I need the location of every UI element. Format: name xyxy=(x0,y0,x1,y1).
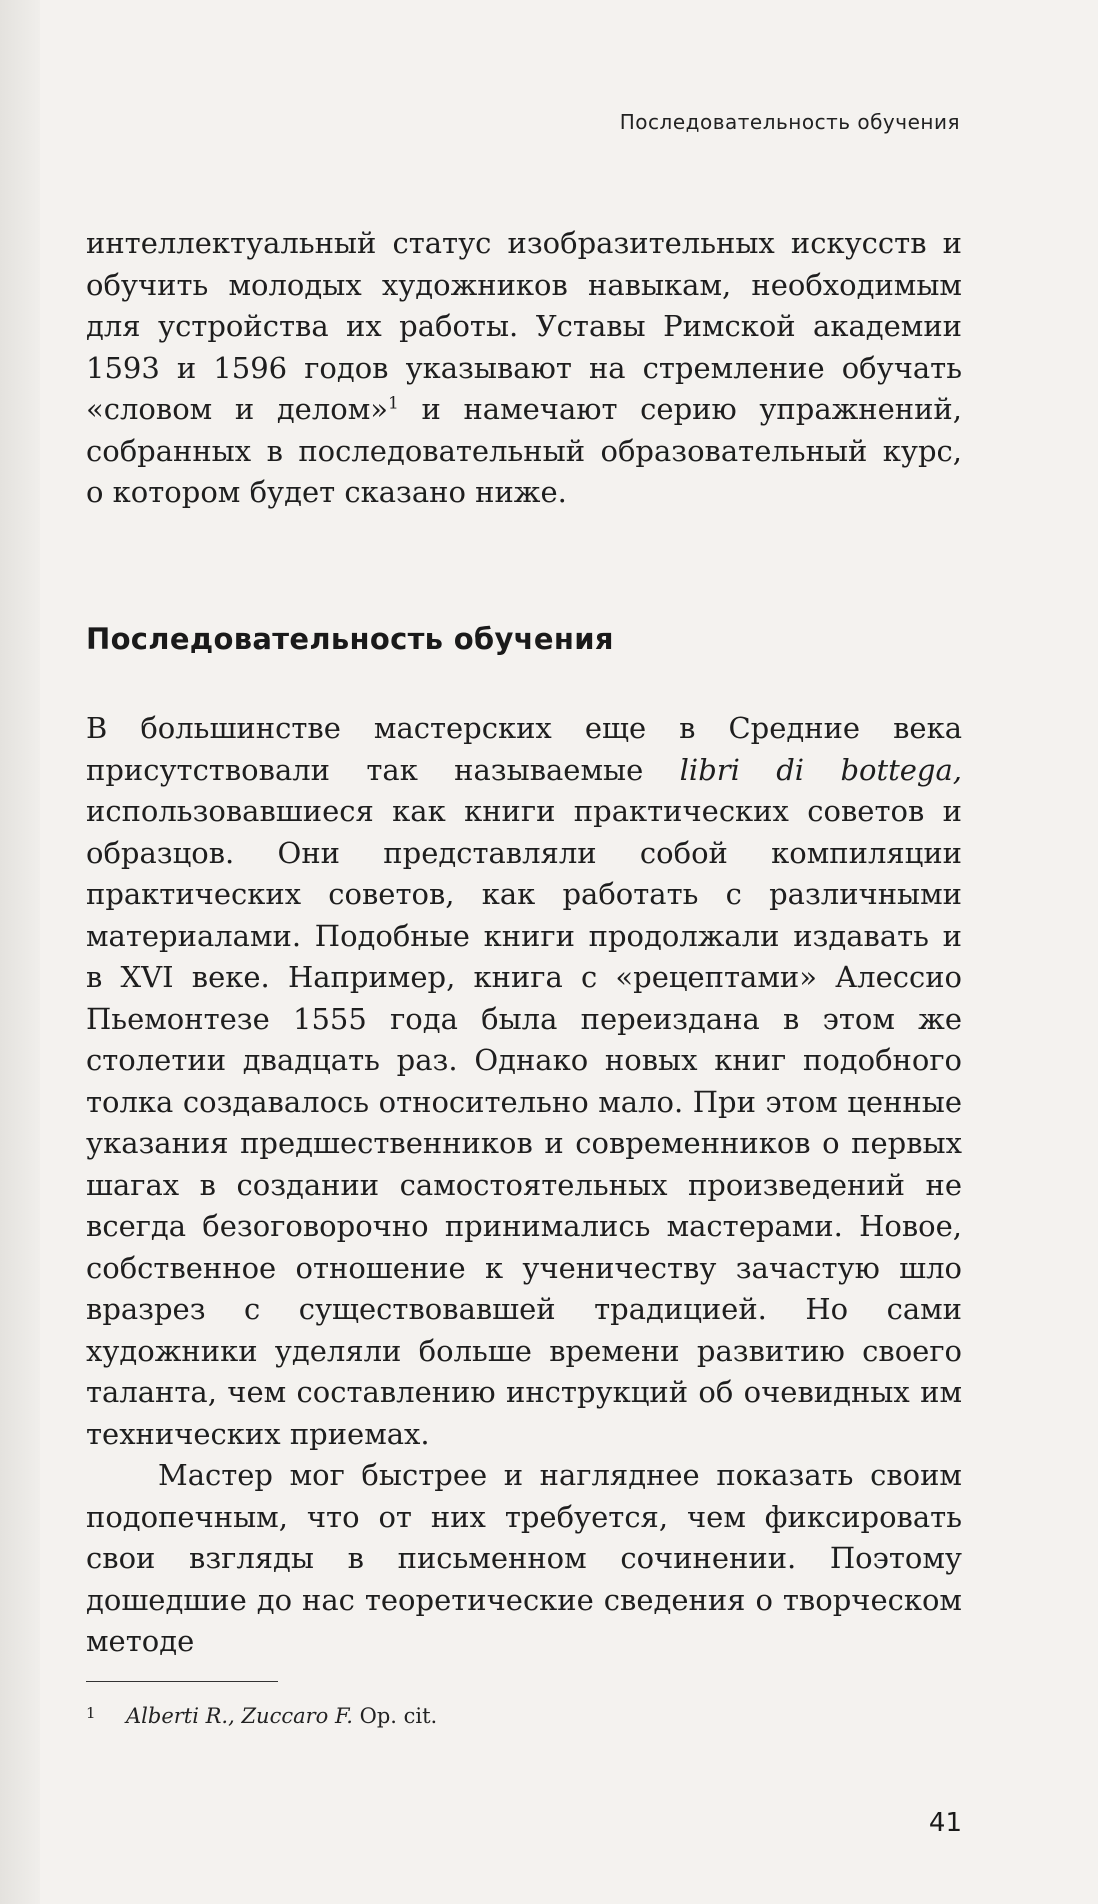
paragraph-1 xyxy=(86,223,962,514)
paragraph-2 xyxy=(86,708,962,1455)
page-gutter-shadow xyxy=(0,0,40,1904)
running-head: Последовательность обучения xyxy=(619,110,960,134)
footnote-divider xyxy=(86,1681,278,1682)
footnote xyxy=(86,1704,437,1728)
paragraph-2-italic-term: libri di bottega, xyxy=(679,752,963,787)
footnote-reference: 1 xyxy=(388,393,399,414)
paragraph-3: Мастер мог быстрее и нагляднее показать своим подопечным, что от них требуется, чем фиксировать свои взгляды в письменном сочинении. Поэтому дошедшие до нас теоретические сведения о творческом методе xyxy=(86,1458,962,1658)
footnote-number: 1 xyxy=(86,1704,96,1722)
footnote-authors: Alberti R., Zuccaro F. xyxy=(126,1704,353,1728)
footnote-text: Op. cit. xyxy=(352,1704,438,1728)
paragraph-1-text-b: и намечают серию упражнений, собранных в последовательный образовательный курс, о котором будет сказано ниже. xyxy=(86,392,962,509)
section-heading: Последовательность обучения xyxy=(86,622,614,656)
paragraph-1-text-a: интеллектуальный статус изобразительных искусств и обучить молодых художников навыкам, необходимым для устройства их работы. Уставы Римской академии 1593 и 1596 годов указывают на стремление обучать «словом и делом» xyxy=(86,226,962,426)
page-number: 41 xyxy=(928,1808,962,1838)
paragraph-2-text-a: В большинстве мастерских еще в Средние века присутствовали так называемые xyxy=(86,711,962,787)
body-text xyxy=(86,708,962,1663)
paragraph-2-text-b: использовавшиеся как книги практических советов и образцов. Они представляли собой компиляции практических советов, как работать с различными материалами. Подобные книги продолжали издавать и в XVI веке. Например, книга с «рецептами» Алессио Пьемонтезе 1555 года была переиздана в этом же столетии двадцать раз. Однако новых книг подобного толка создавалось относительно мало. При этом ценные указания предшественников и современников о первых шагах в создании самостоятельных произведений не всегда безоговорочно принимались мастерами. Новое, собственное отношение к ученичеству зачастую шло вразрез с существовавшей традицией. Но сами художники уделяли больше времени развитию своего таланта, чем составлению инструкций об очевидных им технических приемах. xyxy=(86,794,962,1451)
